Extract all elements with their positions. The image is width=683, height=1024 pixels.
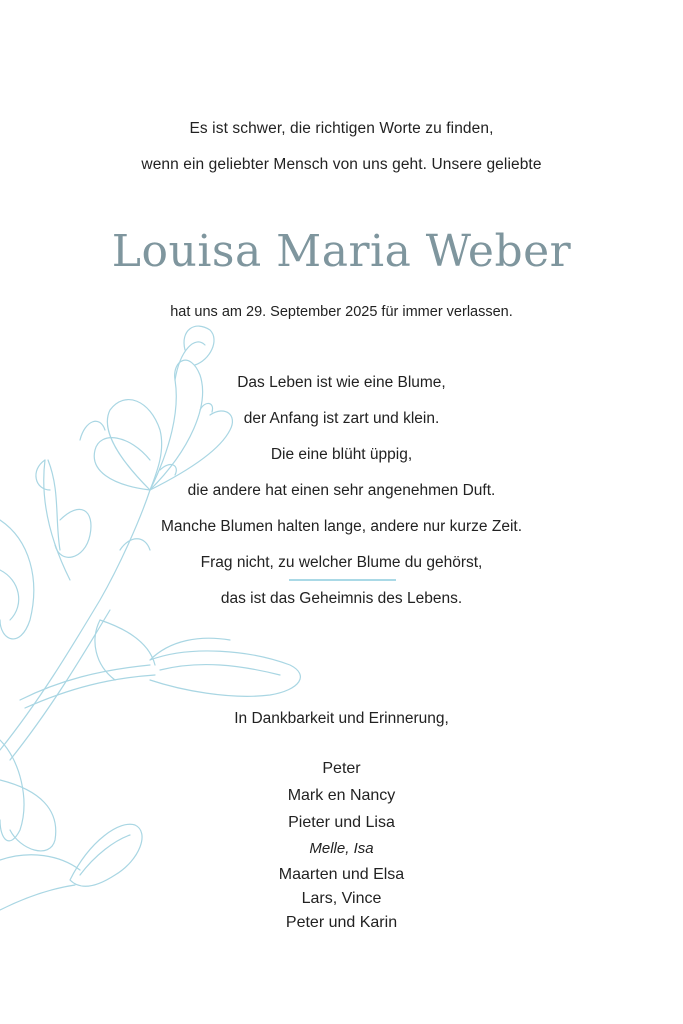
family-member: Pieter und Lisa [288,814,395,831]
poem-line-5: Manche Blumen halten lange, andere nur kurze Zeit. [160,518,523,535]
deceased-name: Louisa Maria Weber [111,226,572,277]
poem-line-7: das ist das Geheimnis des Lebens. [220,590,463,607]
poem-line-4: die andere hat einen sehr angenehmen Duft. [187,482,496,499]
intro-line-2: wenn ein geliebter Mensch von uns geht. Unsere geliebte [141,156,542,173]
poem-line-6: Frag nicht, zu welcher Blume du gehörst, [200,554,483,571]
accent-underline [289,579,396,581]
family-member: Melle, Isa [309,840,374,857]
poem-line-3: Die eine blüht üppig, [270,446,413,463]
family-member: Maarten und Elsa [278,866,405,883]
intro-line-1: Es ist schwer, die richtigen Worte zu finden, [189,120,494,137]
poem-line-2: der Anfang ist zart und klein. [243,410,440,427]
passing-notice: hat uns am 29. September 2025 für immer verlassen. [170,304,513,320]
family-member: Mark en Nancy [287,787,396,804]
thanks-line: In Dankbarkeit und Erinnerung, [234,710,449,727]
family-member: Peter und Karin [285,914,398,931]
family-member: Lars, Vince [301,890,382,907]
family-member: Peter [322,760,361,777]
poem-line-1: Das Leben ist wie eine Blume, [237,374,446,391]
